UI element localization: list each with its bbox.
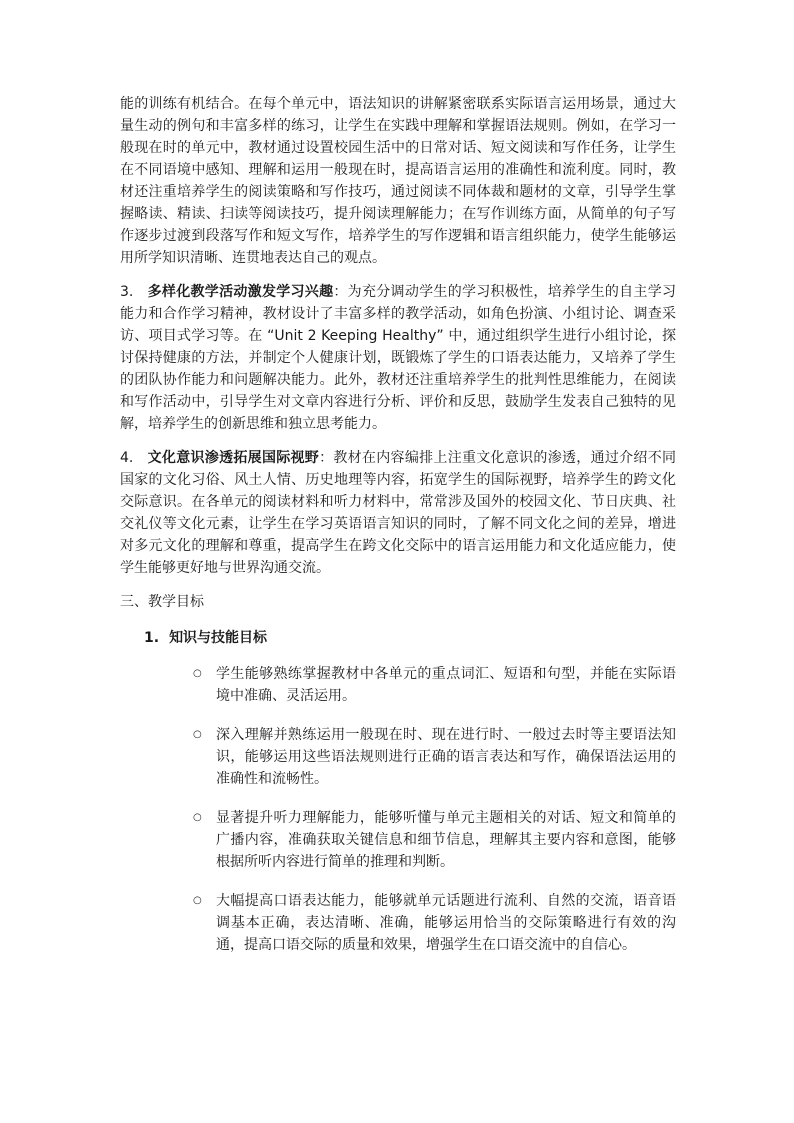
subsection-title: 知识与技能目标 xyxy=(169,630,268,646)
list-item-text: 学生能够熟练掌握教材中各单元的重点词汇、短语和句型，并能在实际语境中准确、灵活运用。 xyxy=(216,666,676,704)
hollow-circle-icon: ○ xyxy=(193,812,202,823)
hollow-circle-icon: ○ xyxy=(193,895,202,906)
feature-title: 多样化教学活动激发学习兴趣 xyxy=(147,284,334,300)
feature-number: 4. xyxy=(120,450,134,466)
list-item xyxy=(120,663,676,707)
document-page xyxy=(120,93,676,973)
feature-title: 文化意识渗透拓展国际视野 xyxy=(147,450,320,466)
list-item-text: 大幅提高口语表达能力，能够就单元话题进行流利、自然的交流，语音语调基本正确，表达清晰、准确，能够运用恰当的交际策略进行有效的沟通，提高口语交际的质量和效果，增强学生在口语交流中的自信心。 xyxy=(216,893,676,953)
section-heading: 三、教学目标 xyxy=(120,594,204,610)
list-item xyxy=(120,890,676,956)
feature-body: ：教材在内容编排上注重文化意识的渗透，通过介绍不同国家的文化习俗、风土人情、历史地理等内容，拓宽学生的国际视野，培养学生的跨文化交际意识。在各单元的阅读材料和听力材料中，常常涉及国外的校园文化、节日庆典、社交礼仪等文化元素，让学生在学习英语语言知识的同时，了解不同文化之间的差异，增进对多元文化的理解和尊重，提高学生在跨文化交际中的语言运用能力和文化适应能力，使学生能够更好地与世界沟通交流。 xyxy=(120,450,677,576)
subsection-heading xyxy=(144,627,676,649)
objectives-list xyxy=(120,663,676,956)
list-item-text: 显著提升听力理解能力，能够听懂与单元主题相关的对话、短文和简单的广播内容，准确获取关键信息和细节信息，理解其主要内容和意图，能够根据所听内容进行简单的推理和判断。 xyxy=(216,810,676,870)
subsection-number: 1. xyxy=(144,630,160,646)
list-item xyxy=(120,807,676,873)
hollow-circle-icon: ○ xyxy=(193,668,202,679)
list-item xyxy=(120,724,676,790)
feature-paragraph-3 xyxy=(120,281,676,435)
feature-number: 3. xyxy=(120,284,134,300)
feature-paragraph-4 xyxy=(120,447,676,579)
intro-paragraph: 能的训练有机结合。在每个单元中，语法知识的讲解紧密联系实际语言运用场景，通过大量生动的例句和丰富多样的练习，让学生在实践中理解和掌握语法规则。例如，在学习一般现在时的单元中，教材通过设置校园生活中的日常对话、短文阅读和写作任务，让学生在不同语境中感知、理解和运用一般现在时，提高语言运用的准确性和流利度。同时，教材还注重培养学生的阅读策略和写作技巧，通过阅读不同体裁和题材的文章，引导学生掌握略读、精读、扫读等阅读技巧，提升阅读理解能力；在写作训练方面，从简单的句子写作逐步过渡到段落写作和短文写作，培养学生的写作逻辑和语言组织能力，使学生能够运用所学知识清晰、连贯地表达自己的观点。 xyxy=(120,96,676,266)
hollow-circle-icon: ○ xyxy=(193,729,202,740)
list-item-text: 深入理解并熟练运用一般现在时、现在进行时、一般过去时等主要语法知识，能够运用这些语法规则进行正确的语言表达和写作，确保语法运用的准确性和流畅性。 xyxy=(216,727,676,787)
feature-body: ：为充分调动学生的学习积极性，培养学生的自主学习能力和合作学习精神，教材设计了丰富多样的教学活动，如角色扮演、小组讨论、调查采访、项目式学习等。在 “Unit 2 Keeping Healthy” 中，通过组织学生进行小组讨论，探讨保持健康的方法，并制定个人健康计划，既锻炼了学生的口语表达能力，又培养了学生的团队协作能力和问题解决能力。此外，教材还注重培养学生的批判性思维能力，在阅读和写作活动中，引导学生对文章内容进行分析、评价和反思，鼓励学生发表自己独特的见解，培养学生的创新思维和独立思考能力。 xyxy=(120,284,677,432)
